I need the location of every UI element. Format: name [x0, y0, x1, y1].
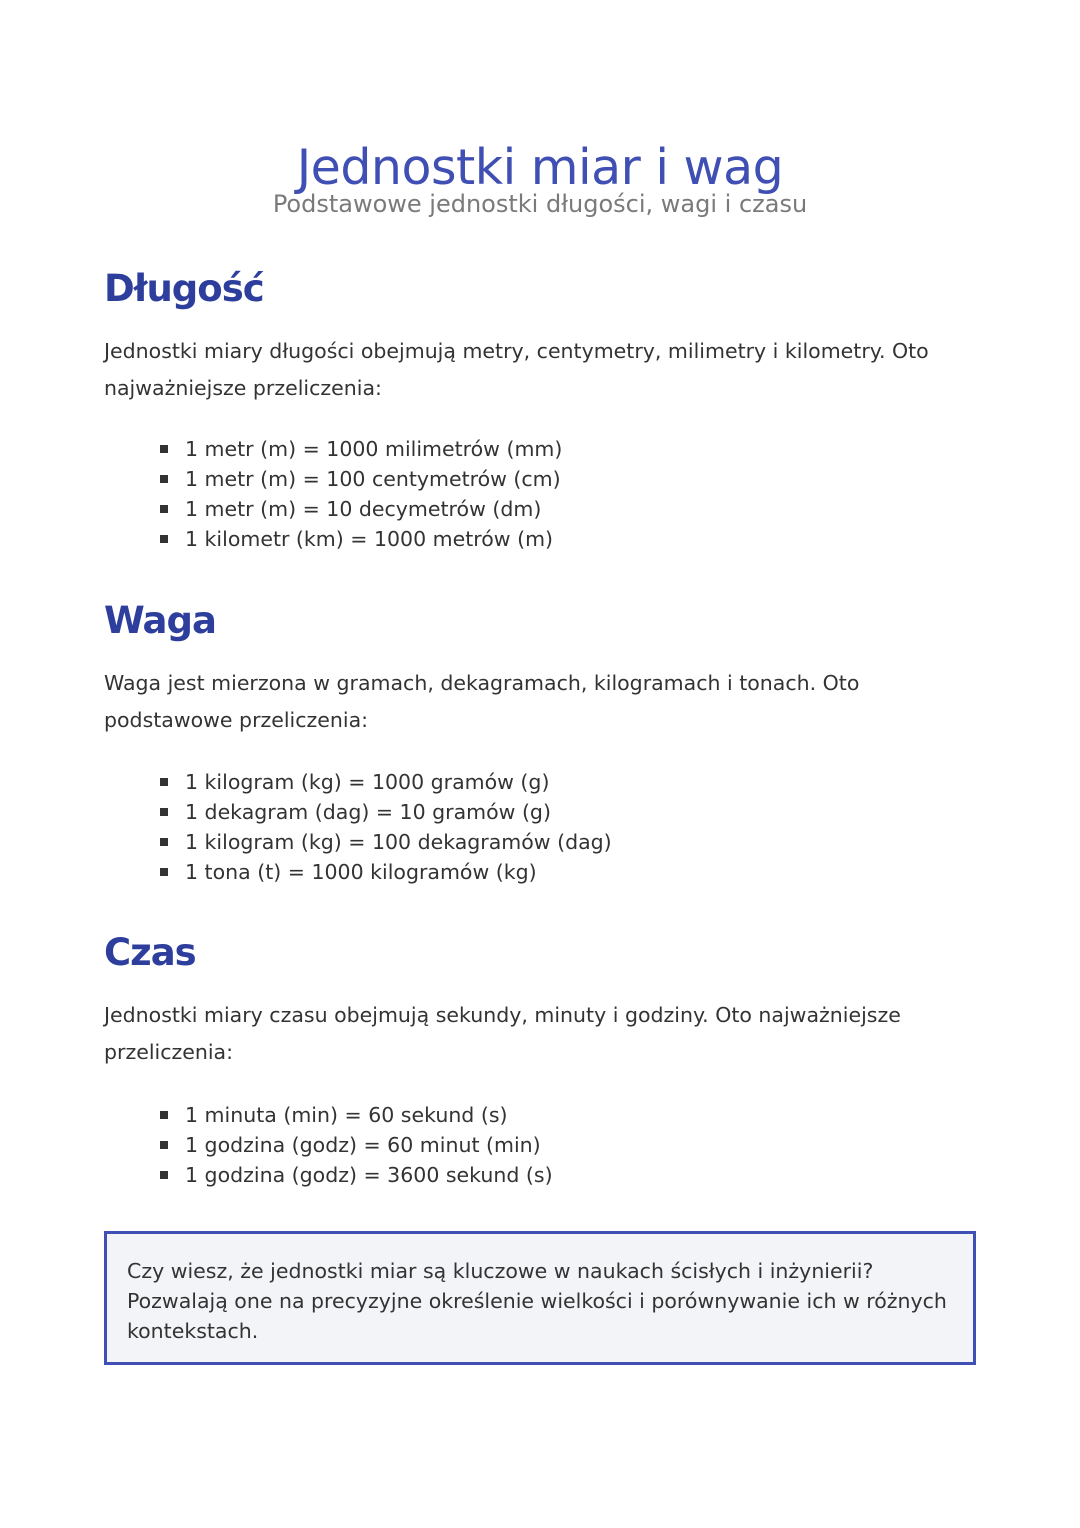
list-item — [160, 1130, 553, 1160]
list-item-text: 1 metr (m) = 100 centymetrów (cm) — [185, 467, 561, 491]
list-item-text: 1 kilometr (km) = 1000 metrów (m) — [185, 527, 554, 551]
list-item-text: 1 kilogram (kg) = 1000 gramów (g) — [185, 770, 550, 794]
section-heading-time: Czas — [104, 931, 196, 974]
section-paragraph-time: Jednostki miary czasu obejmują sekundy, minuty i godziny. Oto najważniejsze przeliczenia: — [104, 1003, 901, 1064]
square-bullet-icon — [160, 505, 168, 513]
page-subtitle: Podstawowe jednostki długości, wagi i czasu — [272, 190, 808, 218]
square-bullet-icon — [160, 445, 168, 453]
list-item — [160, 524, 562, 554]
square-bullet-icon — [160, 475, 168, 483]
conversion-list-time — [160, 1100, 553, 1190]
square-bullet-icon — [160, 1141, 168, 1149]
list-item — [160, 494, 562, 524]
square-bullet-icon — [160, 808, 168, 816]
list-item-text: 1 metr (m) = 10 decymetrów (dm) — [185, 497, 542, 521]
list-item-text: 1 kilogram (kg) = 100 dekagramów (dag) — [185, 830, 612, 854]
square-bullet-icon — [160, 1171, 168, 1179]
list-item — [160, 857, 612, 887]
list-item-text: 1 minuta (min) = 60 sekund (s) — [185, 1103, 508, 1127]
list-item-text: 1 godzina (godz) = 60 minut (min) — [185, 1133, 541, 1157]
square-bullet-icon — [160, 868, 168, 876]
list-item-text: 1 godzina (godz) = 3600 sekund (s) — [185, 1163, 553, 1187]
list-item — [160, 464, 562, 494]
list-item — [160, 767, 612, 797]
list-item — [160, 1100, 553, 1130]
section-paragraph-length: Jednostki miary długości obejmują metry, centymetry, milimetry i kilometry. Oto najważniejsze przeliczenia: — [104, 339, 929, 400]
square-bullet-icon — [160, 838, 168, 846]
section-heading-length: Długość — [104, 267, 264, 310]
square-bullet-icon — [160, 535, 168, 543]
list-item-text: 1 metr (m) = 1000 milimetrów (mm) — [185, 437, 563, 461]
section-paragraph-weight: Waga jest mierzona w gramach, dekagramach, kilogramach i tonach. Oto podstawowe przeliczenia: — [104, 671, 860, 732]
section-heading-weight: Waga — [104, 599, 216, 642]
list-item-text: 1 tona (t) = 1000 kilogramów (kg) — [185, 860, 537, 884]
list-item — [160, 827, 612, 857]
square-bullet-icon — [160, 1111, 168, 1119]
page-title: Jednostki miar i wag — [296, 138, 784, 196]
list-item — [160, 434, 562, 464]
info-box-text: Czy wiesz, że jednostki miar są kluczowe w naukach ścisłych i inżynierii? Pozwalają one na precyzyjne określenie wielkości i porównywanie ich w różnych kontekstach. — [127, 1259, 947, 1343]
conversion-list-length — [160, 434, 562, 554]
list-item — [160, 797, 612, 827]
list-item — [160, 1160, 553, 1190]
square-bullet-icon — [160, 778, 168, 786]
conversion-list-weight — [160, 767, 612, 887]
list-item-text: 1 dekagram (dag) = 10 gramów (g) — [185, 800, 551, 824]
info-box — [104, 1231, 976, 1365]
